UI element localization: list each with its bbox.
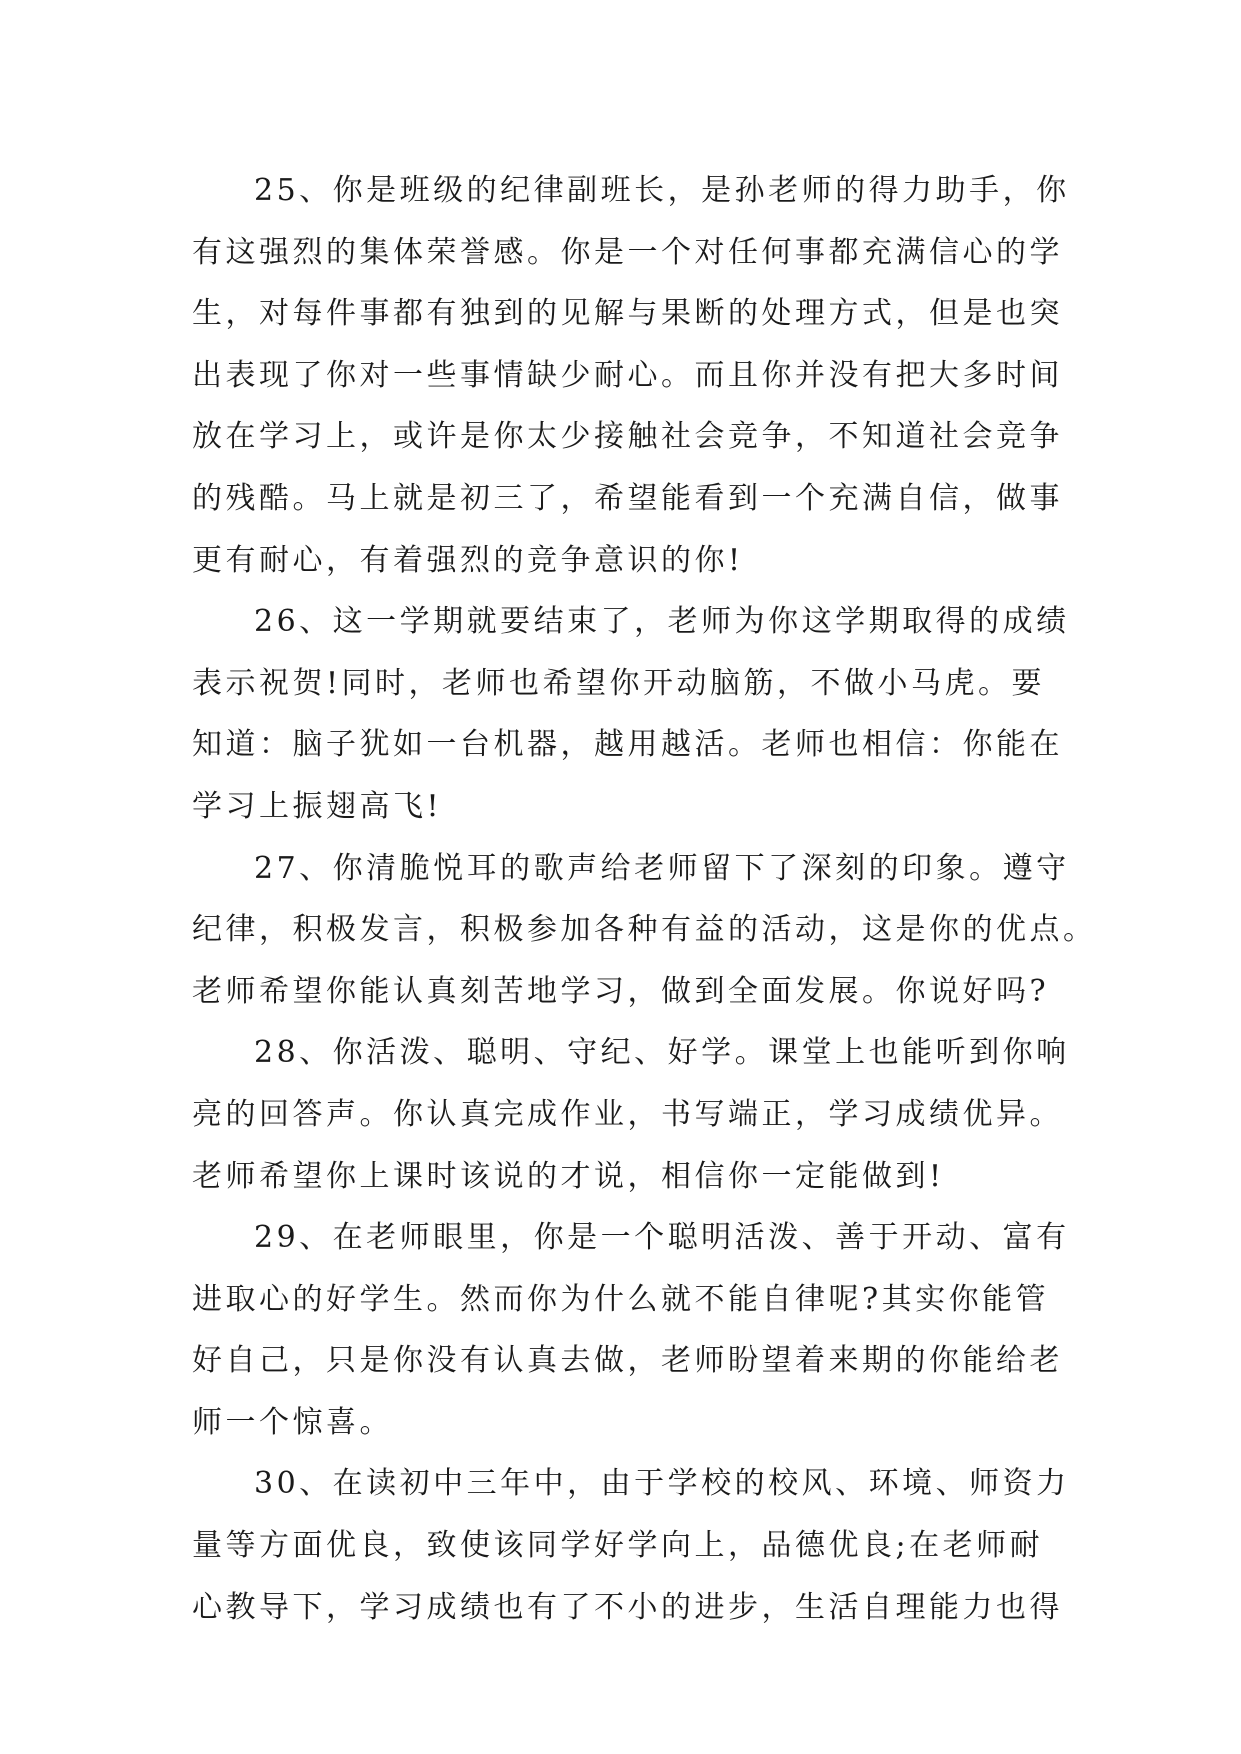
document-body	[192, 160, 1097, 1638]
text-line: 好自己，只是你没有认真去做，老师盼望着来期的你能给老	[192, 1343, 1063, 1379]
text-line: 生，对每件事都有独到的见解与果断的处理方式，但是也突	[192, 296, 1063, 332]
text-line: 29、在老师眼里，你是一个聪明活泼、善于开动、富有	[254, 1220, 1070, 1256]
text-line: 的残酷。马上就是初三了，希望能看到一个充满自信，做事	[192, 480, 1063, 516]
text-line: 纪律，积极发言，积极参加各种有益的活动，这是你的优点。	[192, 912, 1097, 948]
text-line: 老师希望你能认真刻苦地学习，做到全面发展。你说好吗?	[192, 973, 1050, 1009]
text-line: 学习上振翅高飞!	[192, 788, 443, 824]
text-line: 有这强烈的集体荣誉感。你是一个对任何事都充满信心的学	[192, 234, 1063, 270]
text-line: 心教导下，学习成绩也有了不小的进步，生活自理能力也得	[192, 1589, 1063, 1625]
paragraph-28	[192, 1022, 1072, 1207]
paragraph-26	[192, 591, 1072, 837]
paragraph-25	[192, 160, 1072, 591]
text-line: 知道：脑子犹如一台机器，越用越活。老师也相信：你能在	[192, 727, 1063, 763]
text-line: 亮的回答声。你认真完成作业，书写端正，学习成绩优异。	[192, 1096, 1063, 1132]
text-line: 表示祝贺!同时，老师也希望你开动脑筋，不做小马虎。要	[192, 665, 1046, 701]
text-line: 27、你清脆悦耳的歌声给老师留下了深刻的印象。遵守	[254, 850, 1070, 886]
text-line: 30、在读初中三年中，由于学校的校风、环境、师资力	[254, 1466, 1070, 1502]
text-line: 放在学习上，或许是你太少接触社会竞争，不知道社会竞争	[192, 419, 1063, 455]
paragraph-29	[192, 1207, 1072, 1453]
text-line: 26、这一学期就要结束了，老师为你这学期取得的成绩	[254, 604, 1070, 640]
text-line: 28、你活泼、聪明、守纪、好学。课堂上也能听到你响	[254, 1035, 1070, 1071]
text-line: 老师希望你上课时该说的才说，相信你一定能做到!	[192, 1158, 945, 1194]
text-line: 出表现了你对一些事情缺少耐心。而且你并没有把大多时间	[192, 357, 1063, 393]
text-line: 师一个惊喜。	[192, 1404, 393, 1440]
paragraph-30	[192, 1453, 1072, 1638]
paragraph-27	[192, 838, 1097, 1023]
text-line: 进取心的好学生。然而你为什么就不能自律呢?其实你能管	[192, 1281, 1050, 1317]
text-line: 量等方面优良，致使该同学好学向上，品德优良;在老师耐	[192, 1528, 1044, 1564]
text-line: 更有耐心，有着强烈的竞争意识的你!	[192, 542, 744, 578]
text-line: 25、你是班级的纪律副班长，是孙老师的得力助手，你	[254, 173, 1070, 208]
